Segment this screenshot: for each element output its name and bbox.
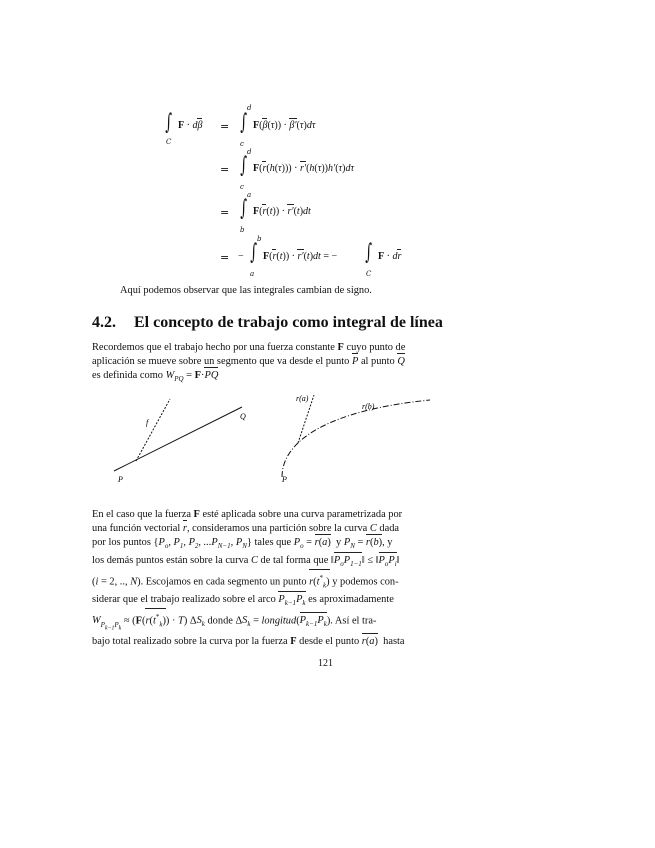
equation-rhs: F(r(h(τ))) · r′(h(τ))h′(τ)dτ	[253, 163, 355, 174]
curve-label-top: r(a)	[296, 394, 309, 403]
equals-sign: =	[220, 163, 230, 176]
integral-lower-limit: a	[250, 270, 255, 278]
paragraph-line: aplicación se mueve sobre un segmento que va desde el punto P al punto Q	[92, 355, 458, 369]
integral-lower-limit: c	[240, 140, 244, 148]
page-number: 121	[318, 658, 333, 669]
paragraph-line: bajo total realizado sobre la curva por la fuerza F desde el punto r(a) hasta	[92, 635, 458, 649]
point-q-label: Q	[240, 412, 246, 421]
equation-rhs: F(β(τ)) · β′(τ)dτ	[253, 120, 316, 131]
integral-upper-limit: d	[247, 104, 252, 112]
paragraph-line: siderar que el trabajo realizado sobre el arco $P_{k-1}P_k$ es aproximadamente	[92, 593, 458, 610]
section-heading	[92, 314, 443, 332]
equation-lhs: F · dβ	[178, 120, 203, 131]
work-diagram	[100, 385, 440, 495]
equals-sign: =	[220, 251, 230, 264]
integral-sign: ∫	[365, 240, 373, 265]
equals-sign: =	[220, 206, 230, 219]
equals-sign: =	[220, 120, 230, 133]
paragraph-line: Recordemos que el trabajo hecho por una fuerza constante F cuyo punto de	[92, 342, 406, 353]
paragraph-line: En el caso que la fuerza F esté aplicada sobre una curva parametrizada por	[92, 509, 403, 520]
integral-sign: ∫	[240, 153, 248, 178]
integral-sign: ∫	[240, 110, 248, 135]
integral-upper-limit: a	[247, 191, 252, 199]
paragraph-line: una función vectorial r, consideramos una partición sobre la curva C dada	[92, 522, 458, 536]
integral-lower-limit: b	[240, 226, 245, 234]
integral-lower-limit: c	[240, 183, 244, 191]
integral-upper-limit: b	[257, 235, 262, 243]
equation-tail: F · dr	[378, 251, 402, 262]
integral-lower-limit: C	[366, 270, 372, 278]
integral-sign: ∫	[250, 240, 258, 265]
curve-label-mid: r(b)	[362, 402, 375, 411]
minus-sign: −	[238, 251, 244, 262]
paragraph-line: es definida como $W_{PQ} = F\cdot PQ$	[92, 370, 219, 384]
parametrized-curve	[282, 400, 430, 477]
integral-upper-limit: d	[247, 148, 252, 156]
paragraph-line: $W_{P_{k-1}P_k} \approx (F(r(t^*_k)) \cdot T)$ $\Delta S_k$ donde $\Delta S_k$ = $longitud(P_{k-1}P_k)$. Así el tra-	[92, 610, 458, 635]
force-label: f	[146, 418, 149, 427]
section-title: El concepto de trabajo como integral de línea	[134, 314, 443, 331]
equation-rhs: F(r(t)) · r′(t)dt	[253, 206, 311, 217]
curve-label-bottom: P	[282, 475, 287, 484]
equation-rhs: F(r(t)) · r′(t)dt = −	[263, 251, 338, 262]
point-p-label: P	[118, 475, 123, 484]
section-number: 4.2.	[92, 314, 116, 331]
paragraph-line: (i = 2, .., N). Escojamos en cada segmento un punto $r(t^*_k)$ y podemos con-	[92, 571, 458, 593]
paragraph-work-definition	[92, 341, 458, 387]
integral-sign: ∫	[240, 196, 248, 221]
remark-text: Aquí podemos observar que las integrales cambian de signo.	[120, 285, 372, 296]
paragraph-partition	[92, 508, 458, 649]
displacement-segment	[114, 407, 242, 471]
paragraph-line: los demás puntos están sobre la curva C de tal forma que $‖P_oP_{1-1}‖$ ≤ $‖P_oP_i‖$	[92, 554, 458, 571]
integral-lower-limit: C	[166, 138, 172, 146]
paragraph-line: por los puntos {$P_o$, $P_1$, $P_2$, $...P_{N-1}$, $P_N$} tales que $P_o = r(a)$ y $P_N = r(b)$, y	[92, 537, 393, 551]
integral-sign: ∫	[165, 110, 173, 135]
